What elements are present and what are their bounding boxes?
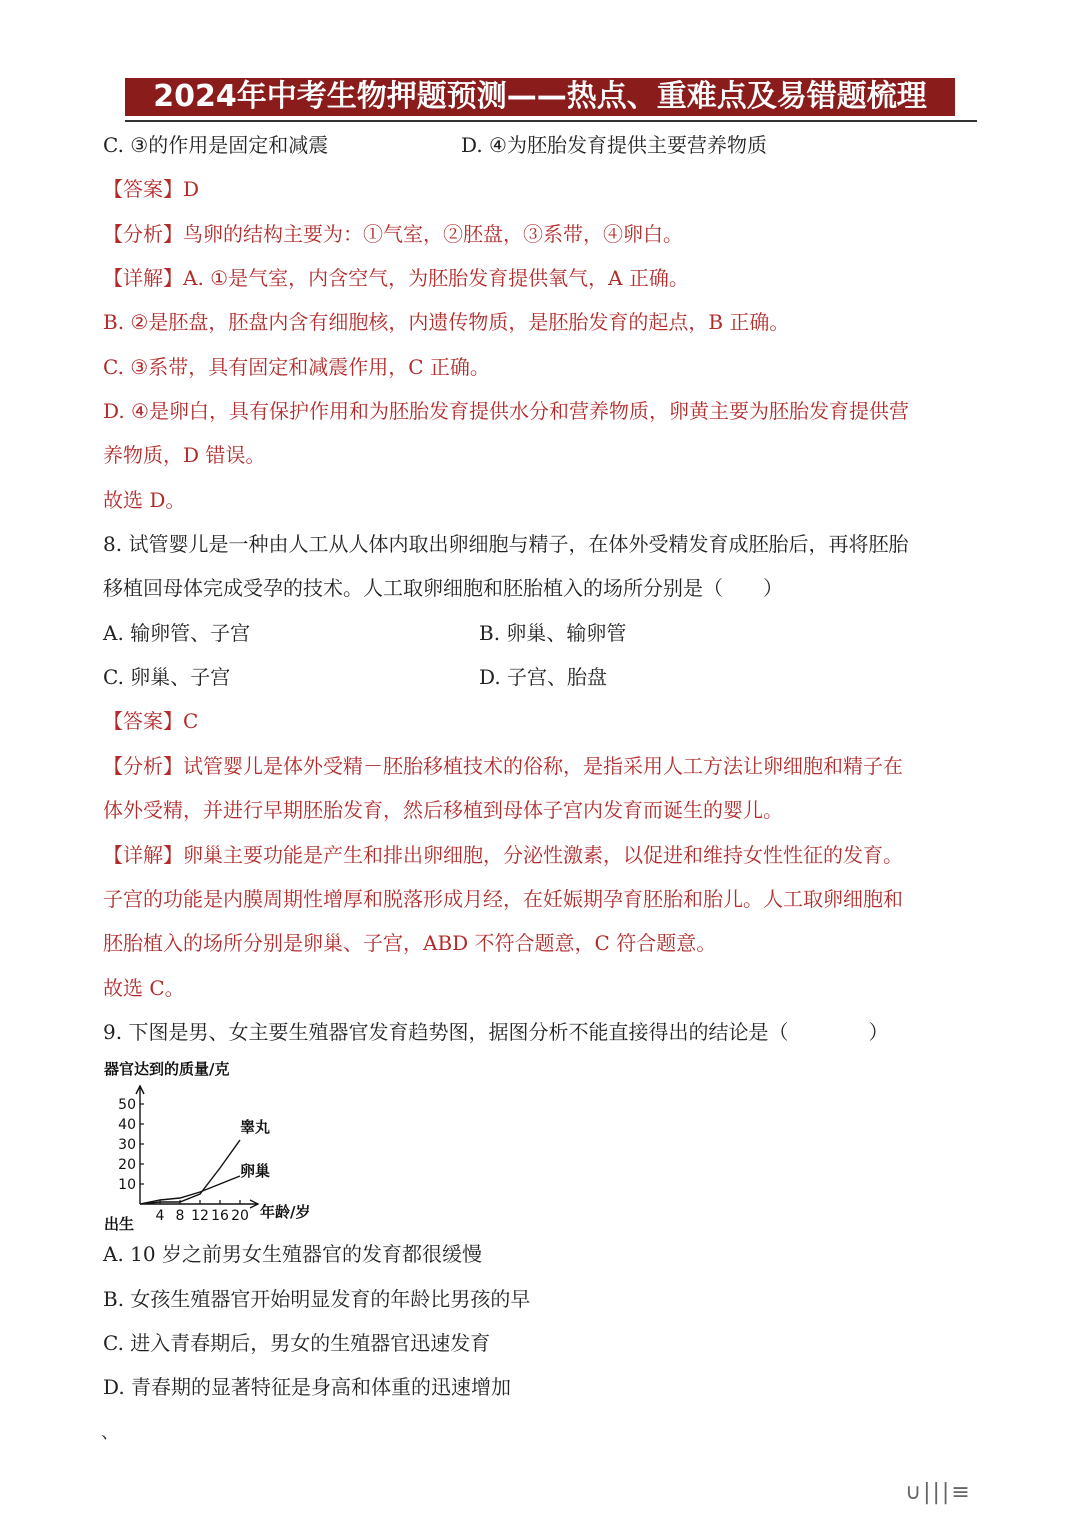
chart-y-tick-label: 50 xyxy=(118,1097,136,1113)
analysis-tag: 【分析】 xyxy=(103,754,183,778)
q8-detail-1 xyxy=(103,841,983,869)
q7-detail-c: C. ③系带，具有固定和减震作用，C 正确。 xyxy=(103,355,490,379)
header-title: 2024年中考生物押题预测——热点、重难点及易错题梳理 xyxy=(125,78,955,116)
detail-text: 卵巢主要功能是产生和排出卵细胞，分泌性激素，以促进和维持女性性征的发育。 xyxy=(183,843,903,867)
q8-detail-2: 子宫的功能是内膜周期性增厚和脱落形成月经，在妊娠期孕育胚胎和胎儿。人工取卵细胞和 xyxy=(103,887,903,911)
q8-option-b: B. 卵巢、输卵管 xyxy=(479,621,627,645)
chart-y-axis-label: 器官达到的质量/克 xyxy=(104,1060,230,1078)
q9-option-a: A. 10 岁之前男女生殖器官的发育都很缓慢 xyxy=(103,1242,482,1266)
analysis-tag: 【分析】 xyxy=(103,222,183,246)
q9-option-d: D. 青春期的显著特征是身高和体重的迅速增加 xyxy=(103,1375,512,1399)
q7-options-row xyxy=(103,131,983,159)
chart-y-tick-label: 20 xyxy=(118,1157,136,1173)
chart-series-label: 睾丸 xyxy=(240,1118,271,1136)
chart-series-line xyxy=(140,1176,240,1204)
chart-x-axis-label: 年龄/岁 xyxy=(260,1203,311,1221)
q8-analysis-2: 体外受精，并进行早期胚胎发育，然后移植到母体子宫内发育而诞生的婴儿。 xyxy=(103,798,783,822)
q9-option-c: C. 进入青春期后，男女的生殖器官迅速发育 xyxy=(103,1331,491,1355)
detail-tag: 【详解】 xyxy=(103,843,183,867)
analysis-text: 试管婴儿是体外受精－胚胎移植技术的俗称，是指采用人工方法让卵细胞和精子在 xyxy=(183,754,903,778)
analysis-text: 鸟卵的结构主要为：①气室，②胚盘，③系带，④卵白。 xyxy=(183,222,683,246)
q7-answer xyxy=(103,175,983,203)
chart-y-tick-label: 30 xyxy=(118,1137,136,1153)
q8-options-row-1 xyxy=(103,619,983,647)
organ-growth-chart xyxy=(100,1054,340,1239)
q9-option-b: B. 女孩生殖器官开始明显发育的年龄比男孩的早 xyxy=(103,1287,531,1311)
detail-tag: 【详解】 xyxy=(103,266,183,290)
q8-analysis-1 xyxy=(103,752,983,780)
chart-series xyxy=(140,1118,270,1204)
chart-x-tick-label: 20 xyxy=(231,1208,249,1224)
answer-tag: 【答案】 xyxy=(103,709,183,733)
q8-option-a: A. 输卵管、子宫 xyxy=(103,621,251,645)
q7-detail-a xyxy=(103,264,983,292)
q8-option-d: D. 子宫、胎盘 xyxy=(479,665,608,689)
chart-y-tick-label: 40 xyxy=(118,1117,136,1133)
q8-choose: 故选 C。 xyxy=(103,976,185,1000)
chart-x-tick-label: 8 xyxy=(175,1208,185,1224)
q7-option-c: C. ③的作用是固定和减震 xyxy=(103,133,329,157)
q9-stem: 9. 下图是男、女主要生殖器官发育趋势图，据图分析不能直接得出的结论是（ ） xyxy=(103,1020,889,1044)
answer-tag: 【答案】 xyxy=(103,177,183,201)
chart-y-tick-label: 10 xyxy=(118,1177,136,1193)
answer-value: D xyxy=(183,177,200,201)
header-divider xyxy=(125,120,977,122)
answer-value: C xyxy=(183,709,199,733)
q7-detail-d2: 养物质，D 错误。 xyxy=(103,443,266,467)
chart-origin-label: 出生 xyxy=(104,1215,135,1233)
q8-detail-3: 胚胎植入的场所分别是卵巢、子宫，ABD 不符合题意，C 符合题意。 xyxy=(103,931,717,955)
detail-text: A. ①是气室，内含空气，为胚胎发育提供氧气，A 正确。 xyxy=(183,266,689,290)
q8-option-c: C. 卵巢、子宫 xyxy=(103,665,231,689)
q8-stem-2: 移植回母体完成受孕的技术。人工取卵细胞和胚胎植入的场所分别是（ ） xyxy=(103,576,783,600)
q8-options-row-2 xyxy=(103,663,983,691)
q7-choose: 故选 D。 xyxy=(103,488,186,512)
q7-analysis xyxy=(103,220,983,248)
trailing-mark: 、 xyxy=(101,1422,119,1443)
q7-detail-d1: D. ④是卵白，具有保护作用和为胚胎发育提供水分和营养物质，卵黄主要为胚胎发育提供营 xyxy=(103,399,909,423)
q8-stem-1: 8. 试管婴儿是一种由人工从人体内取出卵细胞与精子，在体外受精发育成胚胎后，再将胚胎 xyxy=(103,532,909,556)
chart-x-tick-label: 16 xyxy=(211,1208,229,1224)
q7-detail-b: B. ②是胚盘，胚盘内含有细胞核，内遗传物质，是胚胎发育的起点，B 正确。 xyxy=(103,310,790,334)
q7-option-d: D. ④为胚胎发育提供主要营养物质 xyxy=(461,133,767,157)
chart-x-tick-label: 12 xyxy=(191,1208,209,1224)
watermark-logo: ∪|||≡ xyxy=(905,1480,972,1505)
q8-answer xyxy=(103,707,983,735)
chart-x-tick-label: 4 xyxy=(155,1208,165,1224)
chart-axes xyxy=(136,1086,258,1208)
chart-series-label: 卵巢 xyxy=(240,1162,271,1180)
